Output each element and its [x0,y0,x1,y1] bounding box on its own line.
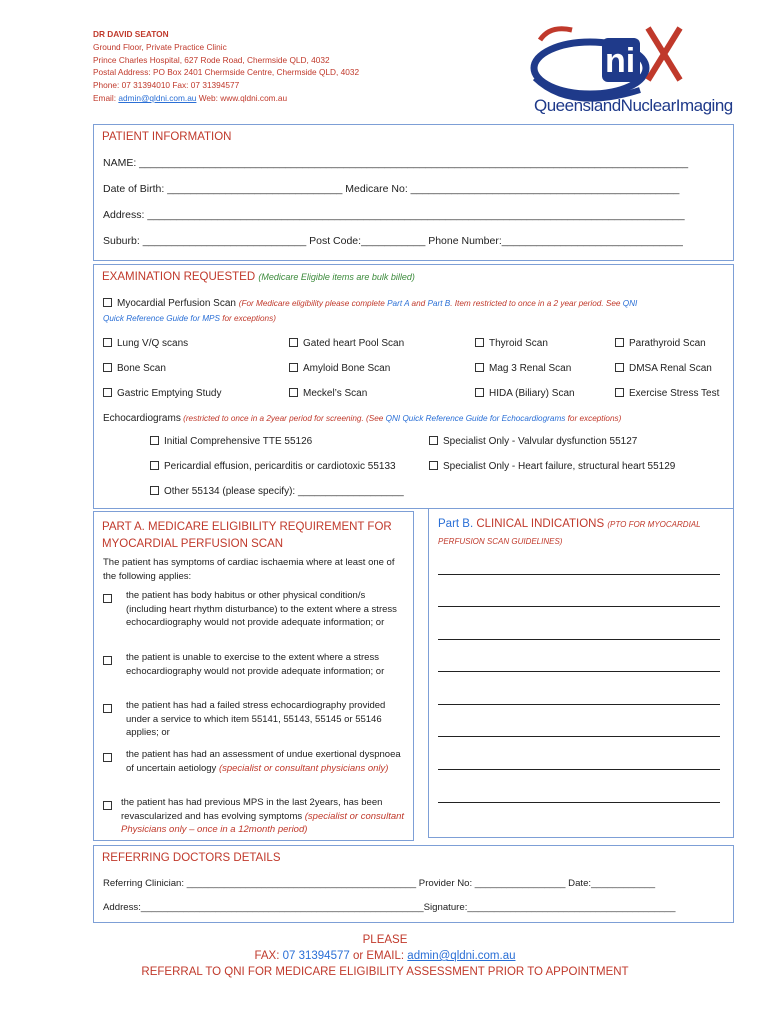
scan-meckels[interactable]: Meckel’s Scan [289,388,367,399]
checkbox-icon[interactable] [103,594,112,603]
echo-initial-tte[interactable]: Initial Comprehensive TTE 55126 [150,436,312,447]
postal-address: Postal Address: PO Box 2401 Chermside Centre, Chermside QLD, 4032 [93,67,360,78]
referring-title: REFERRING DOCTORS DETAILS [102,852,281,864]
checkbox-icon[interactable] [289,388,298,397]
checkbox-icon[interactable] [475,363,484,372]
part-a-checkbox-5[interactable] [103,796,117,814]
scan-bone[interactable]: Bone Scan [103,363,166,374]
echo-valvular[interactable]: Specialist Only - Valvular dysfunction 55127 [429,436,637,447]
scan-parathyroid[interactable]: Parathyroid Scan [615,338,706,349]
clinic-address-1: Ground Floor, Private Practice Clinic [93,41,227,52]
part-a-checkbox-1[interactable] [103,589,117,607]
footer-email-link[interactable]: admin@qldni.com.au [407,950,516,962]
checkbox-icon[interactable] [103,298,112,307]
checkbox-icon[interactable] [289,363,298,372]
part-a-item-1: the patient has body habitus or other physical condition/s (including heart rhythm disturbance) to the extent where a stress echocardiography would not provide adequate information; or [126,590,397,628]
checkbox-icon[interactable] [103,388,112,397]
checkbox-icon[interactable] [429,461,438,470]
checkbox-icon[interactable] [429,436,438,445]
scan-exercise-stress[interactable]: Exercise Stress Test [615,388,719,399]
clinical-indication-line[interactable] [438,704,720,705]
checkbox-icon[interactable] [475,338,484,347]
checkbox-icon[interactable] [103,753,112,762]
part-a-item-4: the patient has had an assessment of undue exertional dyspnoea of uncertain aetiology (specialist or consultant physicians only) [126,749,401,774]
checkbox-icon[interactable] [475,388,484,397]
clinic-address-2: Prince Charles Hospital, 627 Rode Road, Chermside QLD, 4032 [93,54,330,65]
svg-text:ni: ni [605,42,636,80]
referring-clinician-row[interactable]: Referring Clinician: ___________________________________________ Provider No: _________________ Date:____________ [103,878,656,889]
echo-heart-failure[interactable]: Specialist Only - Heart failure, structural heart 55129 [429,461,675,472]
suburb-postcode-phone-field[interactable]: Suburb: ____________________________ Post Code:___________ Phone Number:_______________________________ [103,235,683,247]
part-a-checkbox-4[interactable] [103,748,117,766]
clinical-indication-line[interactable] [438,671,720,672]
echo-heading: Echocardiograms (restricted to once in a 2year period for screening. (See QNI Quick Reference Guide for Echocardiograms for exceptions) [103,413,622,424]
footer-fax-email: FAX: 07 31394577 or EMAIL: admin@qldni.com.au [254,950,516,962]
scan-gated-heart-pool[interactable]: Gated heart Pool Scan [289,338,404,349]
checkbox-icon[interactable] [103,801,112,810]
checkbox-icon[interactable] [103,363,112,372]
part-b-section [428,508,734,838]
clinical-indication-line[interactable] [438,769,720,770]
email-web: Email: admin@qldni.com.au Web: www.qldni.com.au [93,92,288,103]
patient-name-field[interactable]: NAME: ______________________________________________________________________________________________ [103,157,689,169]
checkbox-icon[interactable] [615,388,624,397]
scan-gastric-emptying[interactable]: Gastric Emptying Study [103,388,221,399]
clinic-contact-block [93,28,359,105]
scan-amyloid-bone[interactable]: Amyloid Bone Scan [289,363,390,374]
part-a-item-5: the patient has had previous MPS in the last 2years, has been revascularized and has evolving symptoms (specialist or consultant Physicians only – once in a 12month period) [121,797,405,835]
echo-pericardial[interactable]: Pericardial effusion, pericarditis or cardiotoxic 55133 [150,461,396,472]
patient-info-title: PATIENT INFORMATION [102,131,232,143]
checkbox-icon[interactable] [103,338,112,347]
scan-dmsa-renal[interactable]: DMSA Renal Scan [615,363,712,374]
footer-referral-note: REFERRAL TO QNI FOR MEDICARE ELIGIBILITY ASSESSMENT PRIOR TO APPOINTMENT [141,966,629,978]
patient-address-field[interactable]: Address: ____________________________________________________________________________________________ [103,209,685,221]
clinical-indication-line[interactable] [438,802,720,803]
mps-checkbox-row[interactable]: Myocardial Perfusion Scan (For Medicare eligibility please complete Part A and Part B. Item restricted to once in a 2 year period. See QNI [103,298,637,309]
doctor-name: DR DAVID SEATON [93,29,169,39]
checkbox-icon[interactable] [615,363,624,372]
address-signature-row[interactable]: Address:_____________________________________________________Signature:_______________________________________ [103,902,676,913]
logo-text: QueenslandNuclearImaging [534,96,733,115]
checkbox-icon[interactable] [150,461,159,470]
part-a-intro: The patient has symptoms of cardiac ischaemia where at least one of the following applies: [103,557,395,582]
echo-other[interactable]: Other 55134 (please specify): ___________________ [150,486,404,497]
part-b-title: Part B. CLINICAL INDICATIONS (PTO FOR MYOCARDIAL PERFUSION SCAN GUIDELINES) [438,518,701,546]
checkbox-icon[interactable] [103,656,112,665]
scan-mag3-renal[interactable]: Mag 3 Renal Scan [475,363,571,374]
email-link[interactable]: admin@qldni.com.au [118,92,197,103]
qni-logo [530,20,740,120]
fax-number: 07 31394577 [282,950,350,962]
clinical-indication-line[interactable] [438,736,720,737]
scan-thyroid[interactable]: Thyroid Scan [475,338,548,349]
exam-title: EXAMINATION REQUESTED (Medicare Eligible items are bulk billed) [102,271,415,283]
checkbox-icon[interactable] [150,486,159,495]
dob-medicare-field[interactable]: Date of Birth: ______________________________ Medicare No: ______________________________________________ [103,183,680,195]
footer-please: PLEASE [362,934,408,946]
clinical-indication-line[interactable] [438,574,720,575]
checkbox-icon[interactable] [289,338,298,347]
scan-hida-biliary[interactable]: HIDA (Biliary) Scan [475,388,575,399]
checkbox-icon[interactable] [150,436,159,445]
clinical-indication-line[interactable] [438,606,720,607]
exam-subtitle: (Medicare Eligible items are bulk billed) [258,272,415,282]
part-a-item-3: the patient has had a failed stress echocardiography provided under a service to which item 55141, 55143, 55145 or 55146 applies; or [126,700,386,738]
scan-lung-vq[interactable]: Lung V/Q scans [103,338,188,349]
part-a-checkbox-3[interactable] [103,699,117,717]
checkbox-icon[interactable] [615,338,624,347]
checkbox-icon[interactable] [103,704,112,713]
part-a-title: PART A. MEDICARE ELIGIBILITY REQUIREMENT FOR MYOCARDIAL PERFUSION SCAN [102,521,392,550]
part-a-item-2: the patient is unable to exercise to the extent where a stress echocardiography would not provide adequate information; or [126,652,385,677]
mps-note-line2: Quick Reference Guide for MPS for exceptions) [103,314,276,323]
phone-fax: Phone: 07 31394010 Fax: 07 31394577 [93,80,240,91]
part-a-checkbox-2[interactable] [103,651,117,669]
clinical-indication-line[interactable] [438,639,720,640]
